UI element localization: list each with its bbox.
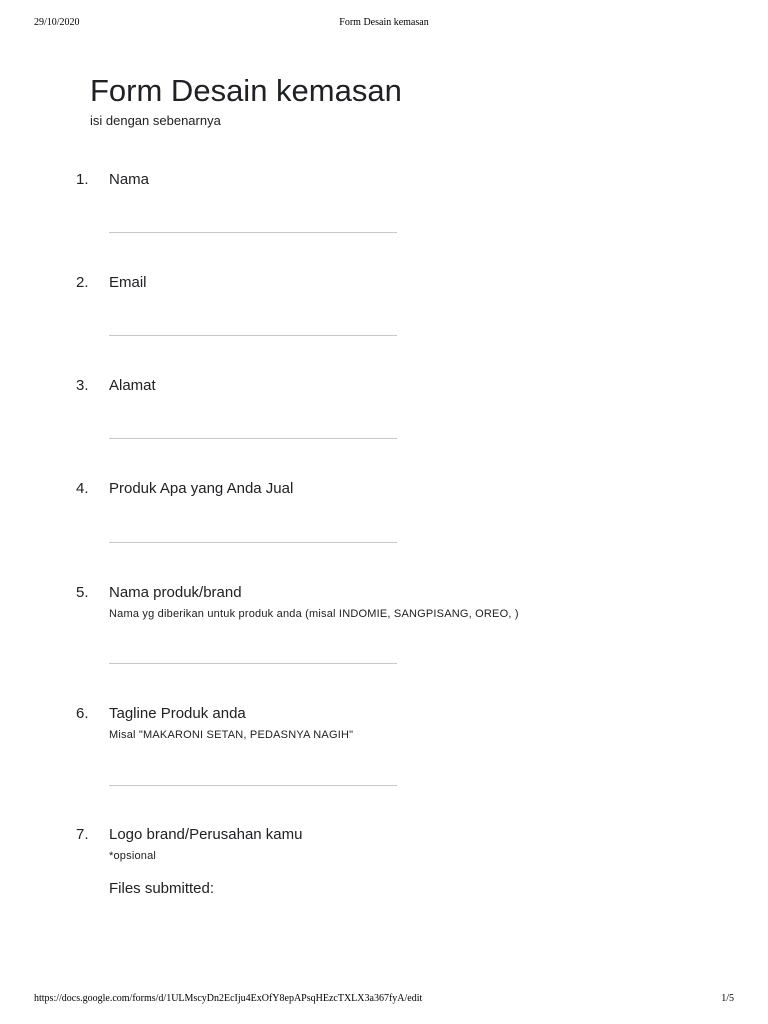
print-footer (0, 993, 768, 1007)
question-title: Nama produk/brand (109, 584, 242, 601)
question-number: 7. (76, 826, 89, 843)
question-title: Logo brand/Perusahan kamu (109, 826, 303, 843)
question-number: 4. (76, 480, 89, 497)
question-help-text: Nama yg diberikan untuk produk anda (misal INDOMIE, SANGPISANG, OREO, ) (109, 608, 519, 620)
print-title: Form Desain kemasan (339, 17, 429, 28)
question-title: Alamat (109, 377, 156, 394)
question-help-text: *opsional (109, 850, 157, 862)
answer-line[interactable] (109, 335, 397, 336)
question-number: 2. (76, 274, 89, 291)
form-header (90, 72, 402, 129)
form-description: isi dengan sebenarnya (90, 113, 221, 128)
print-date: 29/10/2020 (34, 17, 80, 28)
form-title: Form Desain kemasan (90, 73, 402, 108)
print-page-number: 1/5 (721, 993, 734, 1004)
files-submitted-label: Files submitted: (109, 880, 215, 897)
question-title: Produk Apa yang Anda Jual (109, 480, 294, 497)
answer-line[interactable] (109, 542, 397, 543)
question-number: 6. (76, 705, 89, 722)
question-number: 1. (76, 171, 89, 188)
print-url: https://docs.google.com/forms/d/1ULMscyDn2EcIju4ExOfY8epAPsqHEzcTXLX3a367fyA/edit (34, 993, 423, 1004)
question-help-text: Misal "MAKARONI SETAN, PEDASNYA NAGIH" (109, 729, 354, 741)
question-number: 3. (76, 377, 89, 394)
question-title: Tagline Produk anda (109, 705, 246, 722)
question-title: Nama (109, 171, 150, 188)
answer-line[interactable] (109, 785, 397, 786)
print-header (0, 17, 768, 31)
answer-line[interactable] (109, 663, 397, 664)
answer-line[interactable] (109, 438, 397, 439)
answer-line[interactable] (109, 232, 397, 233)
question-number: 5. (76, 584, 89, 601)
question-title: Email (109, 274, 147, 291)
